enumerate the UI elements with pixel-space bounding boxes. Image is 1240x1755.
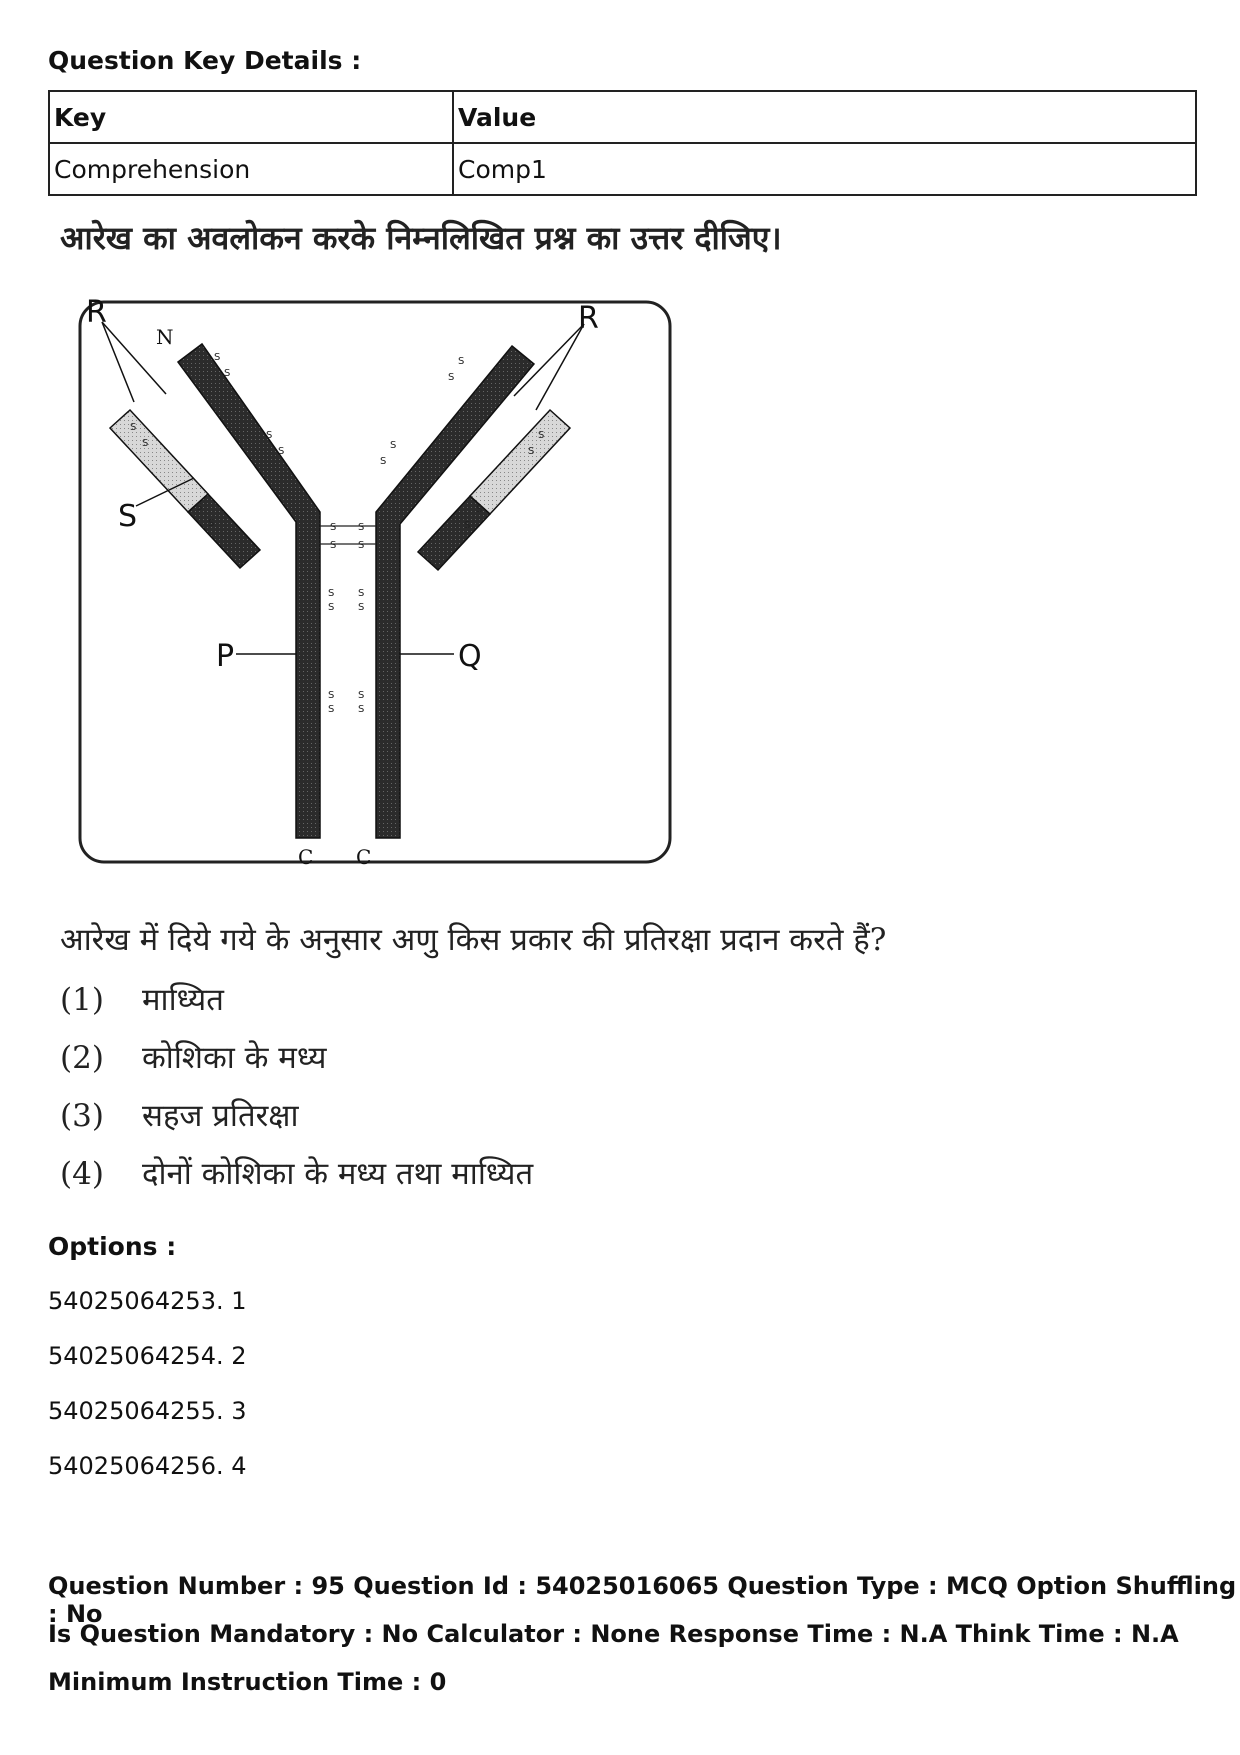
light-chain-right-variable	[470, 410, 570, 514]
key-cell: Comprehension	[49, 143, 453, 195]
arm-bond-2: S	[224, 368, 231, 379]
intrachain-bond-3: S	[358, 588, 365, 599]
label-q: Q	[458, 639, 482, 674]
option-item: 54025064255. 3	[48, 1397, 247, 1425]
option-item: 54025064254. 2	[48, 1342, 247, 1370]
hinge-bond-label-1: S	[330, 522, 337, 533]
question-text: आरेख में दिये गये के अनुसार अणु किस प्रकार की प्रतिरक्षा प्रदान करते हैं?	[60, 922, 887, 958]
arm-bond-1: S	[214, 352, 221, 363]
choice-2	[60, 1036, 326, 1078]
choice-text: दोनों कोशिका के मध्य तथा माध्यित	[142, 1156, 534, 1192]
intrachain-bond-6: S	[328, 704, 335, 715]
arm-bond-7: S	[196, 502, 203, 513]
intrachain-bond-4: S	[358, 602, 365, 613]
question-meta-line-2: Is Question Mandatory : No Calculator : None Response Time : N.A Think Time : N.A	[48, 1620, 1179, 1648]
question-meta-line-1: Question Number : 95 Question Id : 54025016065 Question Type : MCQ Option Shuffling : No	[48, 1572, 1237, 1628]
arm-bond-4: S	[278, 446, 285, 457]
label-s: S	[118, 499, 138, 534]
antibody-diagram	[74, 298, 674, 870]
question-meta-line-3: Minimum Instruction Time : 0	[48, 1668, 447, 1696]
choice-number: (3)	[60, 1098, 104, 1134]
arm-bond-6: S	[142, 438, 149, 449]
arm-bond-11: S	[390, 440, 397, 451]
arm-bond-9: S	[458, 356, 465, 367]
arm-bond-3: S	[266, 430, 273, 441]
table-header-row	[49, 91, 1196, 143]
label-c-right: C	[356, 845, 372, 869]
diagram-frame	[80, 302, 670, 862]
instruction-text: आरेख का अवलोकन करके निम्नलिखित प्रश्न का उत्तर दीजिए।	[60, 219, 782, 257]
choice-3	[60, 1094, 299, 1136]
arm-bond-13: S	[538, 430, 545, 441]
option-item: 54025064256. 4	[48, 1452, 247, 1480]
intrachain-bond-8: S	[358, 704, 365, 715]
intrachain-bond-7: S	[358, 690, 365, 701]
intrachain-bond-2: S	[328, 602, 335, 613]
choice-text: माध्यित	[142, 982, 224, 1018]
choice-number: (1)	[60, 982, 104, 1018]
choice-number: (2)	[60, 1040, 104, 1076]
light-chain-left-variable	[110, 410, 208, 512]
heavy-chain-right	[376, 346, 534, 838]
label-p: P	[216, 639, 235, 674]
hinge-bond-label-3: S	[330, 540, 337, 551]
arm-bond-10: S	[448, 372, 455, 383]
arm-bond-15: S	[476, 504, 483, 515]
options-title: Options :	[48, 1232, 177, 1261]
table-row	[49, 143, 1196, 195]
hinge-bond-label-4: S	[358, 540, 365, 551]
label-r-right: R	[578, 301, 599, 336]
heavy-chain-left	[178, 344, 320, 838]
key-details-title: Question Key Details :	[48, 46, 362, 75]
label-r-left: R	[86, 298, 107, 330]
arm-bond-5: S	[130, 422, 137, 433]
choice-4	[60, 1152, 533, 1194]
hinge-bond-label-2: S	[358, 522, 365, 533]
choice-1	[60, 978, 224, 1020]
arm-bond-12: S	[380, 456, 387, 467]
arm-bond-14: S	[528, 446, 535, 457]
label-c-left: C	[298, 845, 314, 869]
arm-bond-16: S	[464, 520, 471, 531]
choice-text: सहज प्रतिरक्षा	[142, 1098, 299, 1134]
choice-number: (4)	[60, 1156, 104, 1192]
choice-text: कोशिका के मध्य	[142, 1040, 327, 1076]
option-item: 54025064253. 1	[48, 1287, 247, 1315]
r-left-pointer-2	[102, 322, 134, 402]
key-details-table	[48, 90, 1197, 196]
value-cell: Comp1	[453, 143, 1196, 195]
label-n: N	[156, 325, 174, 349]
key-column-header: Key	[49, 91, 453, 143]
value-column-header: Value	[453, 91, 1196, 143]
arm-bond-8: S	[208, 518, 215, 529]
intrachain-bond-1: S	[328, 588, 335, 599]
intrachain-bond-5: S	[328, 690, 335, 701]
